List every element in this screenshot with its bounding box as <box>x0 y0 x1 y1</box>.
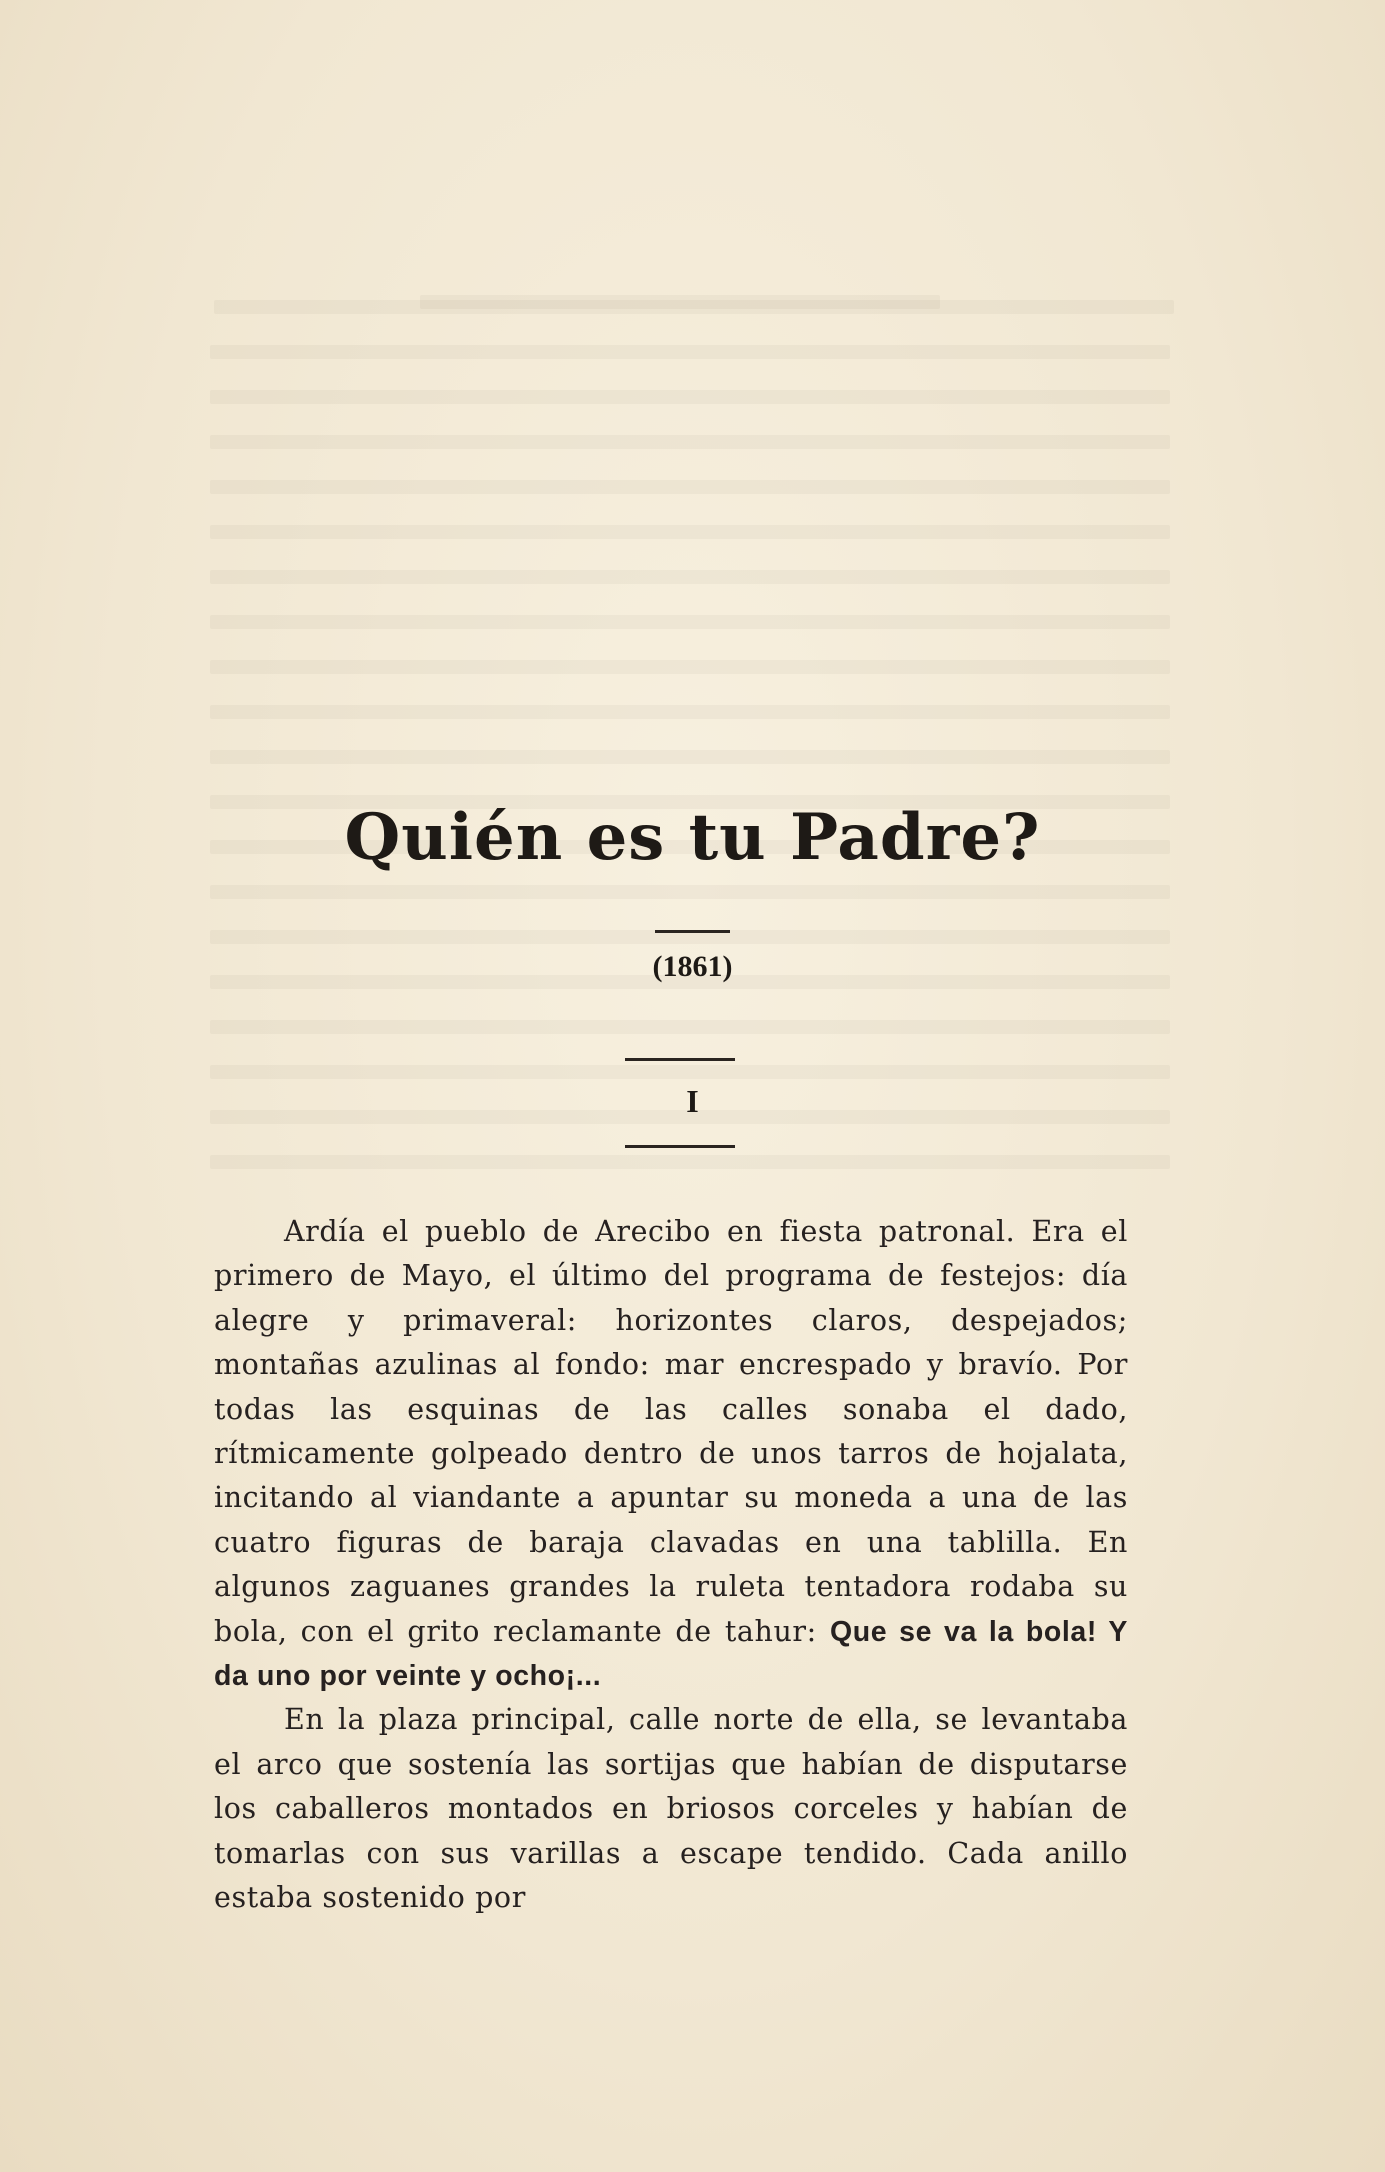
story-title: Quién es tu Padre? <box>344 800 1041 875</box>
chapter-number: I <box>686 1083 699 1119</box>
paragraph-1-shout: Que se va la bola! Y da uno por veinte y ocho¡... <box>214 1615 1129 1693</box>
paragraph-2-text: En la plaza principal, calle norte de ella, se levantaba el arco que sostenía las sortijas que habían de disputarse los caballeros montados en briosos corceles y habían de tomarlas con sus varillas a escape tendido. Cada anillo estaba sostenido por <box>214 1703 1128 1915</box>
story-body <box>214 1210 1128 1921</box>
paragraph-1 <box>214 1210 1128 1698</box>
paragraph-2 <box>214 1698 1128 1920</box>
year-divider <box>625 1058 735 1061</box>
title-divider <box>655 930 730 933</box>
story-year: (1861) <box>652 950 733 983</box>
chapter-divider <box>625 1145 735 1148</box>
paragraph-1-text: Ardía el pueblo de Arecibo en fiesta patronal. Era el primero de Mayo, el último del programa de festejos: día alegre y primaveral: horizontes claros, despejados; montañas azulinas al fondo: mar encrespado y bravío. Por todas las esquinas de las calles sonaba el dado, rítmicamente golpeado dentro de unos tarros de hojalata, incitando al viandante a apuntar su moneda a una de las cuatro figuras de baraja clavadas en una tablilla. En algunos zaguanes grandes la ruleta tentadora rodaba su bola, con el grito reclamante de tahur: <box>214 1215 1128 1648</box>
